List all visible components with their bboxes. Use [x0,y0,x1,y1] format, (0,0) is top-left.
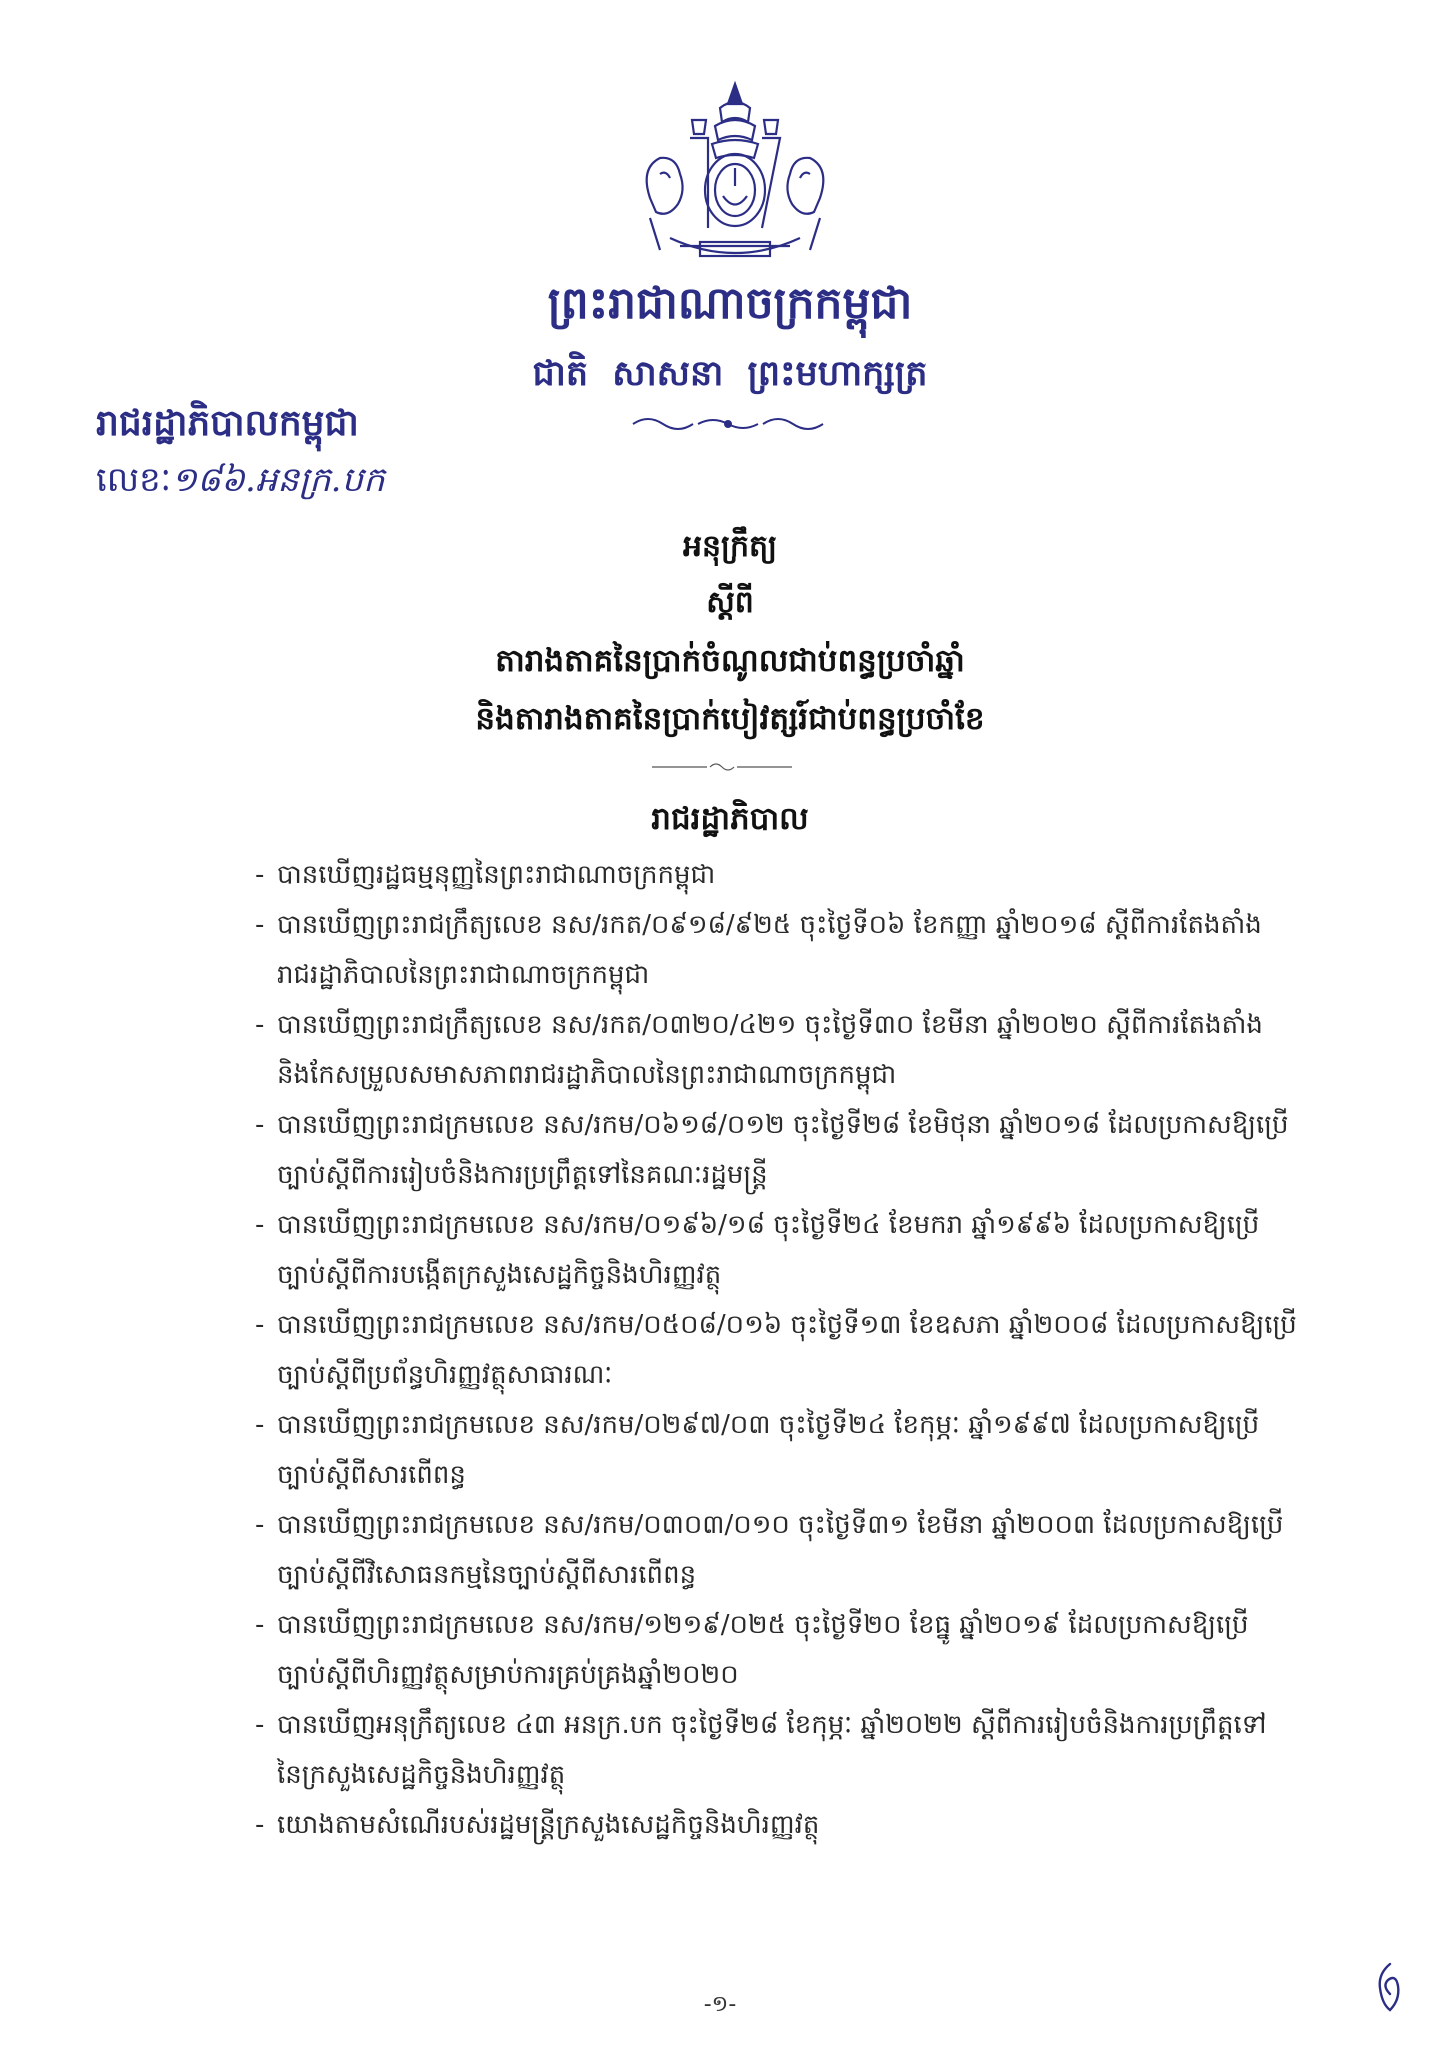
recital-text: បានឃើញព្រះរាជក្រមលេខ នស/រកម/០៦១៨/០១២ ចុះថ្ងៃទី២៨ ខែមិថុនា ឆ្នាំ២០១៨ ដែលប្រកាសឱ្យប្រើ [277,1110,1289,1140]
recital-continuation: ច្បាប់ស្តីពីវិសោធនកម្មនៃច្បាប់ស្តីពីសារពើពន្ធ [277,1560,697,1590]
recital-text: បានឃើញព្រះរាជក្រឹត្យលេខ នស/រកត/០៩១៨/៩២៥ ចុះថ្ងៃទី០៦ ខែកញ្ញា ឆ្នាំ២០១៨ ស្តីពីការតែងតាំង [277,910,1262,940]
recital-item: - បានឃើញព្រះរាជក្រឹត្យលេខ នស/រកត/០៩១៨/៩២៥ ចុះថ្ងៃទី០៦ ខែកញ្ញា ឆ្នាំ២០១៨ ស្តីពីការតែងតាំង រាជរដ្ឋាភិបាលនៃព្រះរាជាណាចក្រកម្ពុជា [255,900,1305,1000]
national-motto: ជាតិ សាសនា ព្រះមហាក្សត្រ [532,353,928,394]
title-line-1: តារាងតាគនៃប្រាក់ចំណូលជាប់ពន្ធប្រចាំឆ្នាំ [495,643,965,679]
recital-item: - បានឃើញព្រះរាជក្រមលេខ នស/រកម/០២៩៧/០៣ ចុះថ្ងៃទី២៤ ខែកុម្ភៈ ឆ្នាំ១៩៩៧ ដែលប្រកាសឱ្យប្រើ ច្បាប់ស្តីពីសារពើពន្ធ [255,1400,1305,1500]
recital-item: - បានឃើញព្រះរាជក្រឹត្យលេខ នស/រកត/០៣២០/៤២១ ចុះថ្ងៃទី៣០ ខែមីនា ឆ្នាំ២០២០ ស្តីពីការតែងតាំង និងកែសម្រួលសមាសភាពរាជរដ្ឋាភិបាលនៃព្រះរាជាណាចក្រកម្ពុជា [255,1000,1305,1100]
recital-text: បានឃើញព្រះរាជក្រមលេខ នស/រកម/១២១៩/០២៥ ចុះថ្ងៃទី២០ ខែធ្នូ ឆ្នាំ២០១៩ ដែលប្រកាសឱ្យប្រើ [277,1610,1249,1640]
recital-continuation: និងកែសម្រួលសមាសភាពរាជរដ្ឋាភិបាលនៃព្រះរាជាណាចក្រកម្ពុជា [277,1060,897,1090]
recital-item: - បានឃើញព្រះរាជក្រមលេខ នស/រកម/០៥០៨/០១៦ ចុះថ្ងៃទី១៣ ខែឧសភា ឆ្នាំ២០០៨ ដែលប្រកាសឱ្យប្រើ ច្បាប់ស្តីពីប្រព័ន្ធហិរញ្ញវត្ថុសាធារណៈ [255,1300,1305,1400]
recital-item: - បានឃើញព្រះរាជក្រមលេខ នស/រកម/១២១៩/០២៥ ចុះថ្ងៃទី២០ ខែធ្នូ ឆ្នាំ២០១៩ ដែលប្រកាសឱ្យប្រើ ច្បាប់ស្តីពីហិរញ្ញវត្ថុសម្រាប់ការគ្រប់គ្រងឆ្នាំ២០២០ [255,1600,1305,1700]
kingdom-heading: ព្រះរាជាណាចក្រកម្ពុជា [547,278,913,329]
recital-item: - បានឃើញរដ្ឋធម្មនុញ្ញនៃព្រះរាជាណាចក្រកម្ពុជា [255,860,716,890]
handwritten-initials-icon [1370,1960,1410,2014]
document-number-label: លេខៈ [96,460,172,500]
recital-continuation: រាជរដ្ឋាភិបាលនៃព្រះរាជាណាចក្រកម្ពុជា [277,960,650,990]
document-type: អនុក្រឹត្យ [682,529,778,564]
recitals-list [255,850,1305,1850]
recital-item: - បានឃើញព្រះរាជក្រមលេខ នស/រកម/០៣០៣/០១០ ចុះថ្ងៃទី៣១ ខែមីនា ឆ្នាំ២០០៣ ដែលប្រកាសឱ្យប្រើ ច្បាប់ស្តីពីវិសោធនកម្មនៃច្បាប់ស្តីពីសារពើពន្ធ [255,1500,1305,1600]
decorative-ornament-icon [628,412,828,436]
recital-continuation: ច្បាប់ស្តីពីការបង្កើតក្រសួងសេដ្ឋកិច្ចនិងហិរញ្ញវត្ថុ [277,1260,722,1290]
title-about: ស្តីពី [706,585,754,620]
recital-item: - បានឃើញព្រះរាជក្រមលេខ នស/រកម/០៦១៨/០១២ ចុះថ្ងៃទី២៨ ខែមិថុនា ឆ្នាំ២០១៨ ដែលប្រកាសឱ្យប្រើ ច្បាប់ស្តីពីការរៀបចំនិងការប្រព្រឹត្តទៅនៃគណៈរដ្ឋមន្ត្រី [255,1100,1305,1200]
divider-ornament-icon [652,760,792,774]
recital-text: បានឃើញព្រះរាជក្រឹត្យលេខ នស/រកត/០៣២០/៤២១ ចុះថ្ងៃទី៣០ ខែមីនា ឆ្នាំ២០២០ ស្តីពីការតែងតាំង [277,1010,1263,1040]
document-number-value: ១៨៦.អនក្រ.បក [171,460,385,500]
recital-text: យោងតាមសំណើរបស់រដ្ឋមន្ត្រីក្រសួងសេដ្ឋកិច្ចនិងហិរញ្ញវត្ថុ [277,1810,820,1840]
recital-text: បានឃើញរដ្ឋធម្មនុញ្ញនៃព្រះរាជាណាចក្រកម្ពុជា [277,860,716,890]
recital-item: - បានឃើញព្រះរាជក្រមលេខ នស/រកម/០១៩៦/១៨ ចុះថ្ងៃទី២៤ ខែមករា ឆ្នាំ១៩៩៦ ដែលប្រកាសឱ្យប្រើ ច្បាប់ស្តីពីការបង្កើតក្រសួងសេដ្ឋកិច្ចនិងហិរញ្ញវត្ថុ [255,1200,1305,1300]
recital-item: - យោងតាមសំណើរបស់រដ្ឋមន្ត្រីក្រសួងសេដ្ឋកិច្ចនិងហិរញ្ញវត្ថុ [255,1810,820,1840]
title-line-2: និងតារាងតាគនៃប្រាក់បៀវត្សរ៍ជាប់ពន្ធប្រចាំខែ [475,701,985,737]
recital-text: បានឃើញព្រះរាជក្រមលេខ នស/រកម/០១៩៦/១៨ ចុះថ្ងៃទី២៤ ខែមករា ឆ្នាំ១៩៩៦ ដែលប្រកាសឱ្យប្រើ [277,1210,1260,1240]
document-title-block [380,520,1080,748]
recital-continuation: ច្បាប់ស្តីពីសារពើពន្ធ [277,1460,466,1490]
recital-item: - បានឃើញអនុក្រឹត្យលេខ ៤៣ អនក្រ.បក ចុះថ្ងៃទី២៨ ខែកុម្ភៈ ឆ្នាំ២០២២ ស្តីពីការរៀបចំនិងការប្រព្រឹត្តទៅ នៃក្រសួងសេដ្ឋកិច្ចនិងហិរញ្ញវត្ថុ [255,1700,1305,1800]
government-heading: រាជរដ្ឋាភិបាល [651,801,809,837]
recital-text: បានឃើញអនុក្រឹត្យលេខ ៤៣ អនក្រ.បក ចុះថ្ងៃទី២៨ ខែកុម្ភៈ ឆ្នាំ២០២២ ស្តីពីការរៀបចំនិងការប្រព្រឹត្តទៅ [277,1710,1267,1740]
recital-text: បានឃើញព្រះរាជក្រមលេខ នស/រកម/០៣០៣/០១០ ចុះថ្ងៃទី៣១ ខែមីនា ឆ្នាំ២០០៣ ដែលប្រកាសឱ្យប្រើ [277,1510,1284,1540]
recital-continuation: ច្បាប់ស្តីពីប្រព័ន្ធហិរញ្ញវត្ថុសាធារណៈ [277,1360,613,1390]
recital-continuation: ច្បាប់ស្តីពីការរៀបចំនិងការប្រព្រឹត្តទៅនៃគណៈរដ្ឋមន្ត្រី [277,1160,768,1190]
recital-text: បានឃើញព្រះរាជក្រមលេខ នស/រកម/០២៩៧/០៣ ចុះថ្ងៃទី២៤ ខែកុម្ភៈ ឆ្នាំ១៩៩៧ ដែលប្រកាសឱ្យប្រើ [277,1410,1260,1440]
recital-continuation: ច្បាប់ស្តីពីហិរញ្ញវត្ថុសម្រាប់ការគ្រប់គ្រងឆ្នាំ២០២០ [277,1660,739,1690]
recital-continuation: នៃក្រសួងសេដ្ឋកិច្ចនិងហិរញ្ញវត្ថុ [277,1760,566,1790]
document-number [96,458,385,508]
royal-coat-of-arms-emblem [620,78,850,268]
issuer-name: រាជរដ្ឋាភិបាលកម្ពុជា [96,402,359,444]
page-number: -១- [703,1992,737,2017]
recital-text: បានឃើញព្រះរាជក្រមលេខ នស/រកម/០៥០៨/០១៦ ចុះថ្ងៃទី១៣ ខែឧសភា ឆ្នាំ២០០៨ ដែលប្រកាសឱ្យប្រើ [277,1310,1297,1340]
